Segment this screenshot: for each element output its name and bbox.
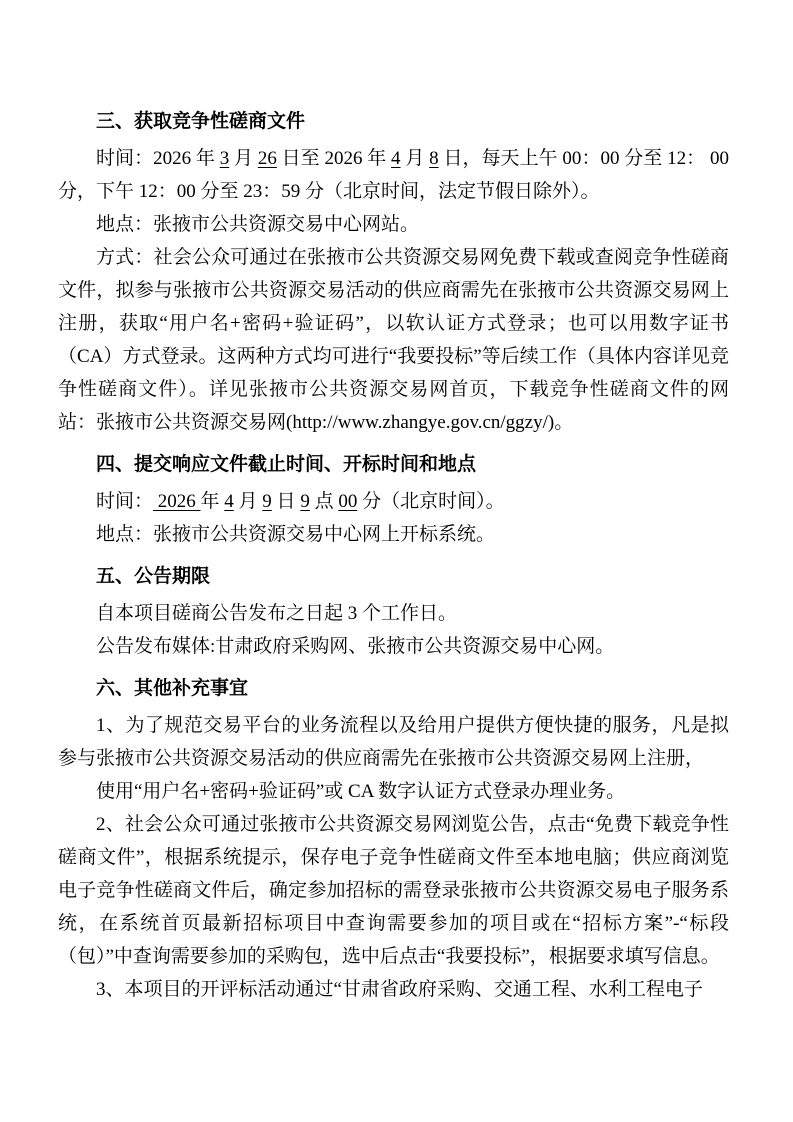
text-run: 日 — [271, 491, 301, 512]
underlined-text-run: 4 — [224, 491, 234, 512]
text-run: 点 — [309, 491, 339, 512]
section-6-item-3 — [58, 973, 729, 1006]
underlined-text-run: 8 — [429, 148, 439, 169]
section-5-heading — [58, 560, 729, 593]
underlined-text-run: 26 — [257, 148, 277, 169]
text-run: 六、其他补充事宜 — [96, 678, 249, 699]
section-4-place — [58, 518, 729, 551]
section-3-place — [58, 208, 729, 241]
text-run: 分（北京时间）。 — [357, 491, 505, 512]
text-run: 公告发布媒体:甘肃政府采购网、张掖市公共资源交易中心网。 — [96, 636, 615, 657]
section-3-heading — [58, 105, 729, 138]
underlined-text-run: 4 — [391, 148, 401, 169]
text-run: 地点：张掖市公共资源交易中心网上开标系统。 — [96, 524, 496, 545]
document-body — [58, 105, 729, 1006]
section-3-time — [58, 142, 729, 208]
text-run: 月 — [233, 491, 263, 512]
section-4-heading — [58, 448, 729, 481]
underlined-text-run: 9 — [262, 491, 272, 512]
text-run: 时间：2026 年 — [96, 148, 220, 169]
underlined-text-run: 2026 — [153, 491, 201, 512]
section-5-media — [58, 630, 729, 663]
text-run: 2、社会公众可通过张掖市公共资源交易网浏览公告，点击“免费下载竞争性磋商文件”，根据系统提示，保存电子竞争性磋商文件至本地电脑；供应商浏览电子竞争性磋商文件后，确定参加招标的需登录张掖市公共资源交易电子服务系统，在系统首页最新招标项目中查询需要参加的项目或在“招标方案”-“标段（包）”中查询需要参加的采购包，选中后点击“我要投标”，根据要求填写信息。 — [58, 814, 729, 967]
text-run: 日，每天上午 00：00 分至 12： 00 分，下午 12：00 分至 23：59 分（北京时间，法定节假日除外）。 — [58, 148, 729, 202]
section-5-duration — [58, 597, 729, 630]
underlined-text-run: 3 — [219, 148, 230, 169]
text-run: 日至 2026 年 — [276, 148, 392, 169]
section-6-item-1 — [58, 709, 729, 775]
section-6-item-2 — [58, 808, 729, 973]
underlined-text-run: 9 — [300, 491, 310, 512]
section-6-item-1-cont — [58, 775, 729, 808]
text-run: 地点：张掖市公共资源交易中心网站。 — [96, 214, 420, 235]
text-run: 年 — [200, 491, 225, 512]
text-run: 月 — [400, 148, 430, 169]
text-run: 三、获取竞争性磋商文件 — [96, 111, 306, 132]
text-run: 四、提交响应文件截止时间、开标时间和地点 — [96, 454, 477, 475]
section-4-time — [58, 485, 729, 518]
text-run: 月 — [229, 148, 258, 169]
text-run: 3、本项目的开评标活动通过“甘肃省政府采购、交通工程、水利工程电子 — [96, 979, 703, 1000]
section-3-method — [58, 241, 729, 439]
text-run: 时间： — [96, 491, 154, 512]
text-run: 自本项目磋商公告发布之日起 3 个工作日。 — [96, 603, 458, 624]
text-run: 使用“用户名+密码+验证码”或 CA 数字认证方式登录办理业务。 — [96, 781, 626, 802]
text-run: 1、为了规范交易平台的业务流程以及给用户提供方便快捷的服务，凡是拟参与张掖市公共资源交易活动的供应商需先在张掖市公共资源交易网上注册， — [58, 715, 729, 769]
section-6-heading — [58, 672, 729, 705]
text-run: 五、公告期限 — [96, 566, 211, 587]
text-run: 方式：社会公众可通过在张掖市公共资源交易网免费下载或查阅竞争性磋商文件，拟参与张掖市公共资源交易活动的供应商需先在张掖市公共资源交易网上注册，获取“用户名+密码+验证码”，以软认证方式登录；也可以用数字证书（CA）方式登录。这两种方式均可进行“我要投标”等后续工作（具体内容详见竞争性磋商文件）。详见张掖市公共资源交易网首页，下载竞争性磋商文件的网站：张掖市公共资源交易网(http://www.zhangye.gov.cn/ggzy/)。 — [58, 247, 729, 433]
underlined-text-run: 00 — [338, 491, 358, 512]
